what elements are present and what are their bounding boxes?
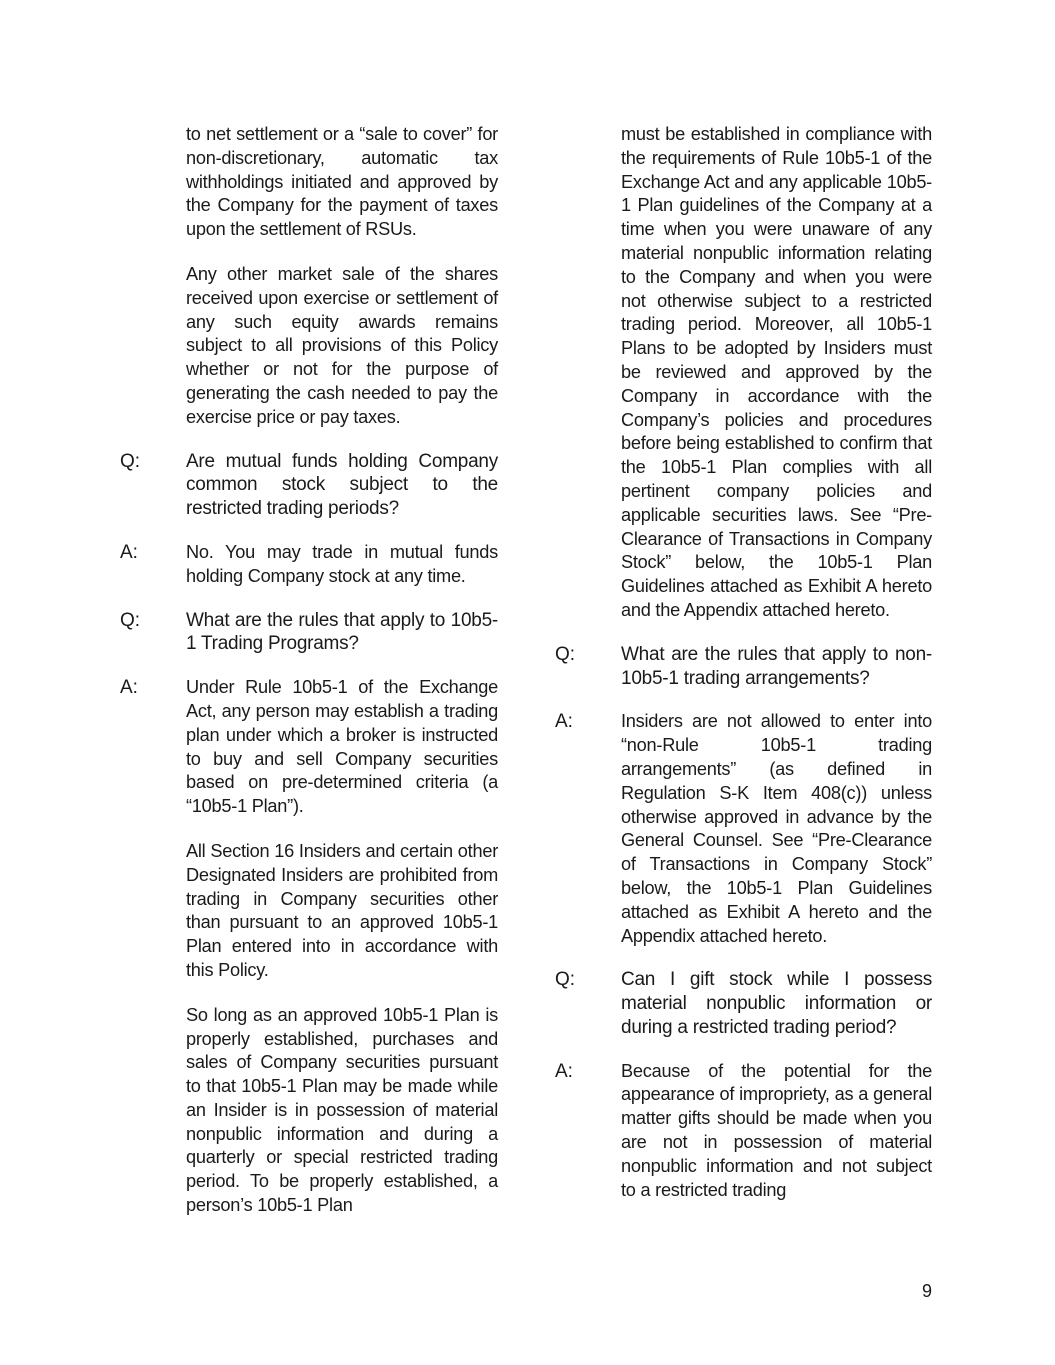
question-text: What are the rules that apply to non-10b5-1 trading arrangements? [621, 643, 932, 689]
answer-10b5-1-programs [120, 676, 498, 1218]
question-label: Q: [555, 969, 576, 991]
answer-mutual-funds [120, 541, 498, 589]
answer-text: Under Rule 10b5-1 of the Exchange Act, any person may establish a trading plan under which a broker is instructed to buy and sell Company securities based on pre-determined criteria (a “10b5-1 Plan”). [186, 677, 498, 817]
question-text: Can I gift stock while I possess material nonpublic information or during a restricted trading period? [621, 969, 932, 1038]
answer-text: Because of the potential for the appearance of impropriety, as a general matter gifts should be made when you are not in possession of material nonpublic information and not subject to a restricted trading [621, 1060, 932, 1200]
question-label: Q: [120, 450, 141, 472]
continued-text-right [555, 123, 932, 623]
left-column [120, 123, 498, 1218]
answer-text: All Section 16 Insiders and certain other Designated Insiders are prohibited from trading in Company securities other than pursuant to an approved 10b5-1 Plan entered into in accordance with this Policy. [186, 840, 498, 980]
question-10b5-1-programs [120, 609, 498, 657]
paragraph: Any other market sale of the shares received upon exercise or settlement of any such equity awards remains subject to all provisions of this Policy whether or not for the purpose of generating the cash needed to pay the exercise price or pay taxes. [186, 263, 498, 427]
answer-text: So long as an approved 10b5-1 Plan is properly established, purchases and sales of Company securities pursuant to that 10b5-1 Plan may be made while an Insider is in possession of material nonpublic information and during a quarterly or special restricted trading period. To be properly established, a person’s 10b5-1 Plan [186, 1004, 498, 1216]
question-label: Q: [120, 609, 141, 631]
right-column [555, 123, 932, 1202]
question-mutual-funds [120, 450, 498, 521]
answer-label: A: [120, 677, 138, 699]
paragraph: to net settlement or a “sale to cover” for non-discretionary, automatic tax withholdings initiated and approved by the Company for the payment of taxes upon the settlement of RSUs. [186, 124, 498, 240]
question-non-10b5-1 [555, 643, 932, 691]
question-text: What are the rules that apply to 10b5-1 Trading Programs? [186, 609, 498, 655]
question-gift-stock [555, 968, 932, 1039]
question-text: Are mutual funds holding Company common stock subject to the restricted trading periods? [186, 450, 498, 520]
page-number: 9 [921, 1281, 932, 1301]
question-label: Q: [555, 643, 576, 665]
continued-text-left [120, 123, 498, 430]
answer-text: No. You may trade in mutual funds holding Company stock at any time. [186, 541, 498, 586]
answer-gift-stock [555, 1060, 932, 1203]
answer-text: Insiders are not allowed to enter into “non-Rule 10b5-1 trading arrangements” (as defined in Regulation S-K Item 408(c)) unless otherwise approved in advance by the General Counsel. See “Pre-Clearance of Transactions in Company Stock” below, the 10b5-1 Plan Guidelines attached as Exhibit A hereto and the Appendix attached hereto. [621, 711, 932, 946]
answer-label: A: [555, 1060, 573, 1082]
answer-label: A: [555, 711, 573, 733]
answer-non-10b5-1 [555, 710, 932, 948]
answer-label: A: [120, 541, 138, 563]
paragraph: must be established in compliance with the requirements of Rule 10b5-1 of the Exchange Act and any applicable 10b5-1 Plan guidelines of the Company at a time when you were unaware of any material nonpublic information relating to the Company and when you were not otherwise subject to a restricted trading period. Moreover, all 10b5-1 Plans to be adopted by Insiders must be reviewed and approved by the Company in accordance with the Company’s policies and procedures before being established to confirm that the 10b5-1 Plan complies with all pertinent company policies and applicable securities laws. See “Pre-Clearance of Transactions in Company Stock” below, the 10b5-1 Plan Guidelines attached as Exhibit A hereto and the Appendix attached hereto. [621, 124, 932, 620]
